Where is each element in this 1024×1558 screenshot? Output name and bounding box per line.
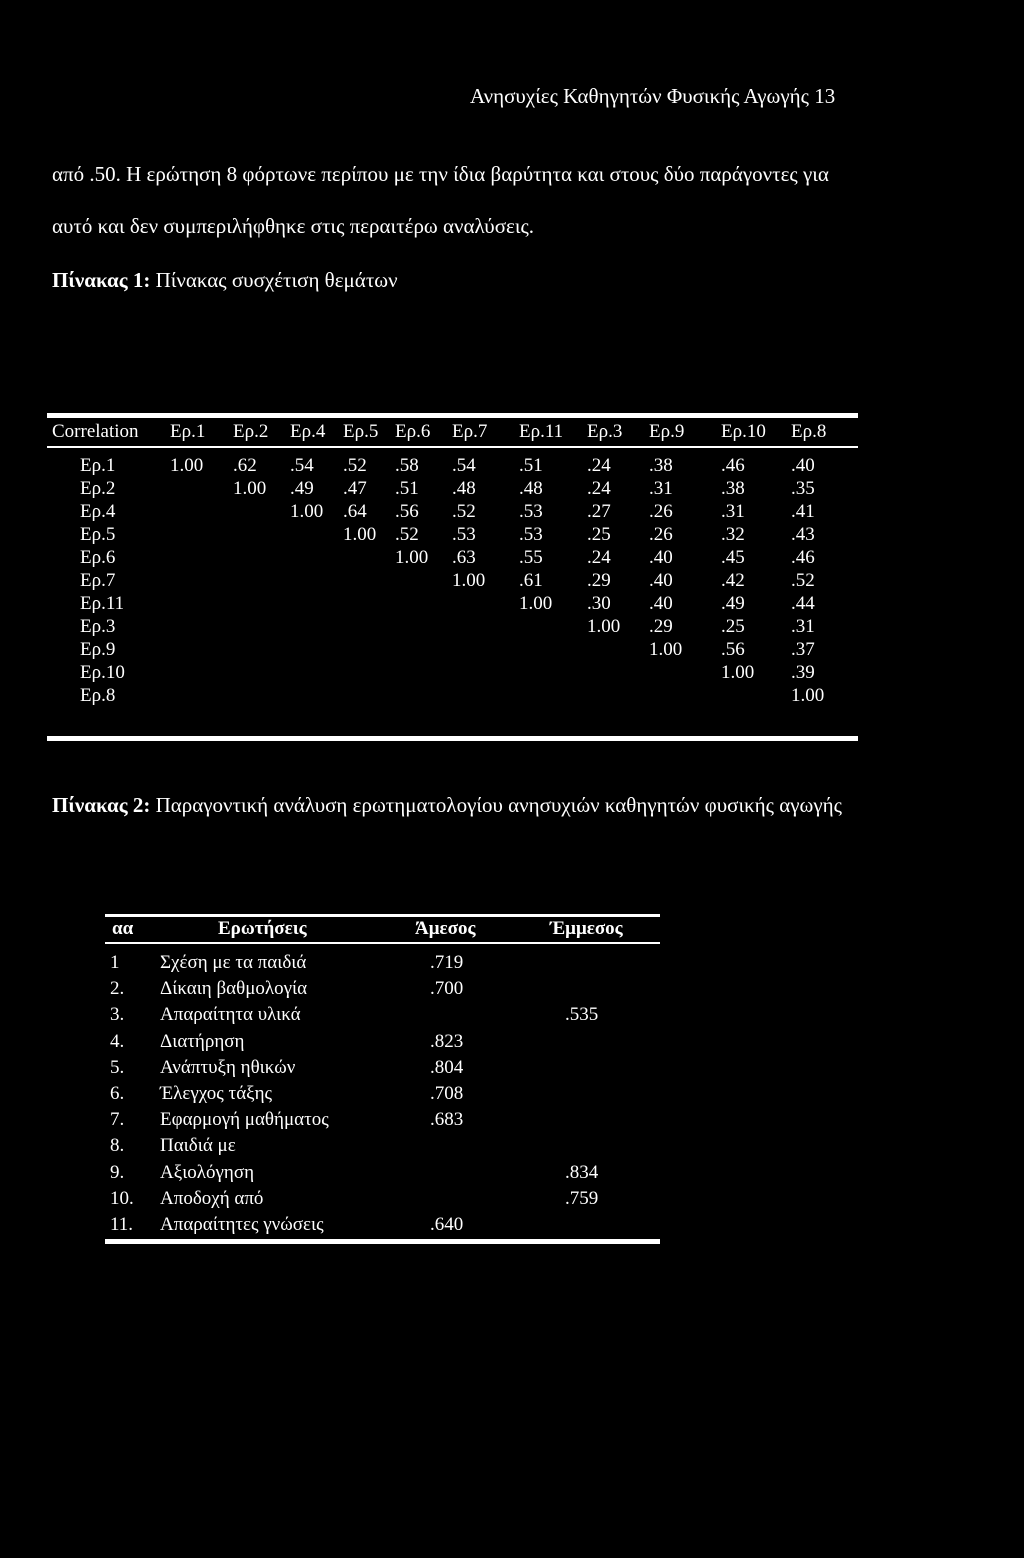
- table1-column-header: Ερ.7: [452, 421, 488, 442]
- table1-caption-text: Πίνακας συσχέτιση θεμάτων: [150, 268, 398, 292]
- table2-caption-text: Παραγοντική ανάλυση ερωτηματολογίου ανησυχιών καθηγητών φυσικής αγωγής: [150, 793, 842, 817]
- table2-direct-loading: .700: [430, 978, 464, 1000]
- factor-analysis-table: [105, 914, 660, 1244]
- table1-cell: .39: [791, 662, 815, 683]
- table1-row-label: Ερ.6: [80, 547, 116, 568]
- table1-cell: .38: [721, 478, 745, 499]
- table2-indirect-loading: .834: [565, 1161, 599, 1183]
- table1-cell: 1.00: [721, 662, 755, 683]
- table1-row-label: Ερ.7: [80, 570, 116, 591]
- table2-row-number: 8.: [110, 1135, 125, 1157]
- table1-cell: .31: [649, 478, 673, 499]
- table2-question: Δίκαιη βαθμολογία: [160, 978, 308, 1000]
- table1-cell: .38: [649, 455, 673, 476]
- table2-row-number: 1: [110, 952, 120, 973]
- table2-question: Διατήρηση: [160, 1030, 245, 1052]
- table1-cell: .52: [791, 570, 815, 591]
- table1-top-rule: [47, 413, 858, 418]
- table1-column-header: Ερ.4: [290, 421, 326, 442]
- paragraph-line-1: από .50. Η ερώτηση 8 φόρτωνε περίπου με την ίδια βαρύτητα και στους δύο παράγοντες για: [52, 162, 829, 186]
- table1-cell: .55: [519, 547, 543, 568]
- table1-cell: .53: [519, 524, 543, 545]
- table2-column-header: Έμμεσος: [550, 918, 623, 939]
- table1-cell: .27: [587, 501, 611, 522]
- table1-cell: 1.00: [791, 685, 825, 706]
- table1-column-header: Ερ.8: [791, 421, 827, 442]
- table1-cell: .54: [290, 455, 314, 476]
- table1-cell: .52: [395, 524, 419, 545]
- table1-cell: .48: [519, 478, 543, 499]
- table1-cell: 1.00: [395, 547, 429, 568]
- table1-cell: .30: [587, 593, 611, 614]
- table1-cell: .53: [452, 524, 476, 545]
- table1-cell: .56: [395, 501, 419, 522]
- table1-cell: 1.00: [170, 455, 204, 476]
- table1-row-label: Ερ.9: [80, 639, 116, 660]
- correlation-table: [47, 413, 858, 741]
- table1-cell: .40: [649, 593, 673, 614]
- table2-question: Παιδιά με: [160, 1135, 236, 1157]
- table1-column-header: Ερ.2: [233, 421, 269, 442]
- table2-question: Έλεγχος τάξης: [160, 1083, 273, 1104]
- table2-question: Αποδοχή από: [160, 1187, 264, 1209]
- table1-cell: .46: [721, 455, 745, 476]
- table1-row-label: Ερ.2: [80, 478, 116, 499]
- table1-cell: 1.00: [233, 478, 267, 499]
- table1-column-header: Ερ.5: [343, 421, 379, 442]
- table1-row-label: Ερ.11: [80, 593, 125, 614]
- table1-cell: .26: [649, 524, 673, 545]
- paragraph-line-2: αυτό και δεν συμπεριλήφθηκε στις περαιτέρω αναλύσεις.: [52, 214, 535, 238]
- table2-direct-loading: .708: [430, 1083, 464, 1104]
- table2-direct-loading: .719: [430, 952, 464, 973]
- table1-cell: .54: [452, 455, 476, 476]
- table1-row-label: Ερ.1: [80, 455, 116, 476]
- table1-cell: .47: [343, 478, 367, 499]
- table1-cell: .51: [395, 478, 419, 499]
- table1-cell: 1.00: [587, 616, 621, 637]
- table1-cell: .51: [519, 455, 543, 476]
- table2-row-number: 9.: [110, 1161, 125, 1183]
- table2-column-header: αα: [112, 918, 134, 939]
- table1-row-label: Ερ.3: [80, 616, 116, 637]
- table2-column-header: Άμεσος: [415, 918, 476, 939]
- table2-bottom-rule: [105, 1239, 660, 1244]
- table1-cell: .56: [721, 639, 745, 660]
- table1-cell: .42: [721, 570, 745, 591]
- table2-caption: [52, 793, 842, 818]
- table1-cell: .53: [519, 501, 543, 522]
- table1-cell: .35: [791, 478, 815, 499]
- table1-cell: .48: [452, 478, 476, 499]
- table1-cell: .29: [587, 570, 611, 591]
- table2-question: Απαραίτητα υλικά: [160, 1004, 301, 1026]
- table1-cell: .25: [721, 616, 745, 637]
- table1-column-header: Ερ.3: [587, 421, 623, 442]
- table1-cell: .45: [721, 547, 745, 568]
- table1-cell: 1.00: [452, 570, 486, 591]
- table2-row-number: 4.: [110, 1030, 125, 1052]
- table1-cell: 1.00: [343, 524, 377, 545]
- table1-cell: .40: [649, 547, 673, 568]
- table2-row-number: 11.: [110, 1214, 134, 1235]
- table1-cell: .61: [519, 570, 543, 591]
- table1-cell: 1.00: [649, 639, 683, 660]
- table1-cell: .29: [649, 616, 673, 637]
- table1-cell: .63: [452, 547, 476, 568]
- table1-caption: [52, 268, 398, 293]
- table1-cell: .24: [587, 547, 611, 568]
- table1-column-header: Ερ.6: [395, 421, 431, 442]
- table1-bottom-rule: [47, 736, 858, 741]
- table1-cell: .31: [791, 616, 815, 637]
- table1-cell: .46: [791, 547, 815, 568]
- table2-indirect-loading: .759: [565, 1187, 599, 1209]
- table1-cell: .44: [791, 593, 815, 614]
- table1-cell: .32: [721, 524, 745, 545]
- table2-direct-loading: .683: [430, 1109, 464, 1131]
- table2-question: Αξιολόγηση: [160, 1161, 255, 1183]
- table1-cell: .64: [343, 501, 367, 522]
- table2-row-number: 6.: [110, 1083, 125, 1104]
- table1-corner-header: Correlation: [52, 421, 139, 442]
- table2-direct-loading: .804: [430, 1056, 464, 1078]
- table1-cell: .43: [791, 524, 815, 545]
- table1-cell: .40: [791, 455, 815, 476]
- table1-row-label: Ερ.10: [80, 662, 125, 683]
- table2-row-number: 7.: [110, 1109, 125, 1131]
- table2-row-number: 3.: [110, 1004, 125, 1026]
- table1-cell: .31: [721, 501, 745, 522]
- table1-row-label: Ερ.4: [80, 501, 116, 522]
- table1-cell: .25: [587, 524, 611, 545]
- table2-indirect-loading: .535: [565, 1004, 599, 1026]
- table2-header-rule: [105, 942, 660, 944]
- table1-cell: .26: [649, 501, 673, 522]
- table1-cell: .58: [395, 455, 419, 476]
- table1-cell: .40: [649, 570, 673, 591]
- table2-question: Απαραίτητες γνώσεις: [160, 1214, 324, 1235]
- table2-question: Σχέση με τα παιδιά: [160, 952, 307, 973]
- table1-column-header: Ερ.11: [519, 421, 564, 442]
- table2-row-number: 2.: [110, 978, 125, 1000]
- table1-cell: .24: [587, 455, 611, 476]
- table1-caption-label: Πίνακας 1:: [52, 268, 151, 292]
- table1-cell: .24: [587, 478, 611, 499]
- table1-row-label: Ερ.8: [80, 685, 116, 706]
- table1-cell: .49: [290, 478, 314, 499]
- table1-cell: 1.00: [519, 593, 553, 614]
- table1-column-header: Ερ.1: [170, 421, 206, 442]
- table1-cell: .52: [452, 501, 476, 522]
- table1-row-label: Ερ.5: [80, 524, 116, 545]
- table1-cell: 1.00: [290, 501, 324, 522]
- table2-row-number: 5.: [110, 1056, 125, 1078]
- table2-direct-loading: .640: [430, 1214, 464, 1235]
- table2-question: Εφαρμογή μαθήματος: [160, 1109, 329, 1131]
- table2-top-rule: [105, 914, 660, 917]
- table1-cell: .62: [233, 455, 257, 476]
- table1-cell: .37: [791, 639, 815, 660]
- table1-header-rule: [47, 446, 858, 448]
- table1-column-header: Ερ.9: [649, 421, 685, 442]
- table1-column-header: Ερ.10: [721, 421, 766, 442]
- table1-cell: .52: [343, 455, 367, 476]
- running-head: Ανησυχίες Καθηγητών Φυσικής Αγωγής 13: [470, 84, 836, 108]
- table2-row-number: 10.: [110, 1187, 134, 1209]
- table1-cell: .49: [721, 593, 745, 614]
- table2-direct-loading: .823: [430, 1030, 464, 1052]
- table1-cell: .41: [791, 501, 815, 522]
- table2-caption-label: Πίνακας 2:: [52, 793, 151, 817]
- table2-column-header: Ερωτήσεις: [218, 918, 307, 939]
- table2-question: Ανάπτυξη ηθικών: [160, 1056, 296, 1078]
